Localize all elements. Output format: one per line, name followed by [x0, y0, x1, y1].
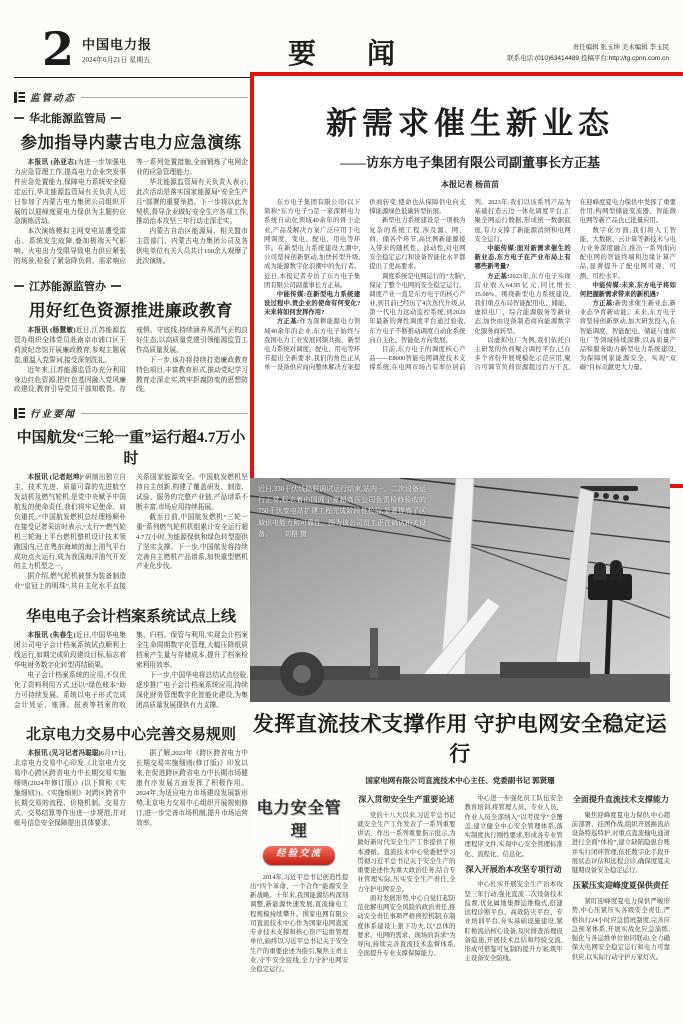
editors-line: 责任编辑 张玉坤 美术编辑 李玉民 — [572, 44, 669, 51]
editors-box — [507, 42, 669, 64]
kicker-text: 江苏能源监管办 — [29, 280, 106, 293]
photo-caption: 近日,330千伏线路联调试运行结束,站内一、二次设备运行正常,标志着由国网宁夏超高压公司负责检修验收的750千伏变电站扩建工程完成阶段性校验,显著提高了区域供电能力和可靠性。图为该公司员工正在调试相关设备。 刘格 摄 — [258, 485, 426, 538]
section-tag-industry — [14, 406, 248, 420]
news-photo-substation — [250, 478, 670, 702]
logo-ribbon: 经验交流 — [263, 846, 335, 865]
paragraph: 下一步,该办将持续打造廉政教育特色项目,丰富教育形式,推动党纪学习教育走深走实,筑牢拒腐防变的思想防线。 — [136, 356, 248, 394]
paragraph: 截至目前,中国航发燃机“三轮一重”系列燃气轮机机组累计安全运行超4.7万小时,为能源保供和绿色转型提供了坚实支撑。下一步,中国航发将持续完善自主燃机产品谱系,加快重型燃机产业化步伐。 — [136, 513, 248, 571]
subhead: 压紧压实迎峰度夏保供责任 — [572, 881, 669, 891]
feature-article-highlighted — [250, 72, 683, 488]
article-body — [14, 749, 248, 828]
article-huadian-archive — [14, 605, 248, 710]
paragraph: 本次演练模拟主网变电站遭受雷击、系统发生故障,叠加极端天气影响、火电出力受限导致电力供应紧张的场景,检验了紧急降负荷、需求响应等一系列处置措施,全面锻炼了电网企业的应急管理能力。 — [14, 159, 248, 266]
paragraph: 华北能源监管局有关负责人表示,此次活动是落实国家能源局“安全生产月”部署的重要举措。下一步将以此为契机,督导企业做好安全生产各项工作,推动治本攻坚三年行动走深走实。 — [136, 178, 248, 226]
interview-answer: 方正基:作为深耕能源电力领域40余年的企业,东方电子始终与我国电力工业发展同频共振。新型电力系统对调度、配电、用电等环节提出全新要求,我们的角色正从单一设备供应商向整体解决方案提供商转变,使命也从保障供电向支撑能源绿色低碳转型拓展。 — [264, 199, 466, 372]
left-column — [14, 88, 248, 1020]
paragraph: 聚焦迎峰度夏电力保供,中心超前部署、挂图作战,组织开展换流站设备特巡特护,对重点直流输电通道进行全面“体检”,建立缺陷隐患台账并实行闭环管理,依托数字化手段开展状态评估和远程会诊,确保度夏关键期设备安全稳定运行。 — [571, 811, 670, 875]
paragraph: 下一步,中国华电将总结试点经验,逐步推广电子会计档案系统应用,持续深化财务管理数字化智能化建设,为集团高质量发展提供有力支撑。 — [136, 671, 248, 709]
article-beijing-trading — [14, 723, 248, 828]
feature-headline: 新需求催生新业态 — [326, 106, 614, 141]
kicker-dash — [14, 117, 24, 119]
article-emergency-drill — [14, 110, 248, 267]
kicker-dash — [111, 285, 121, 287]
paragraph: 东方电子集团有限公司(以下简称“东方电子”)是一家深耕电力系统自动化领域40余年的骨干企业,产品及解决方案广泛应用于电网调度、变电、配电、用电等环节。在新型电力系统建设大潮中,公司坚持创新驱动,加快转型升级,成为能源数字化浪潮中的先行者。近日,本报记者专访了东方电子集团有限公司副董事长方正基。 — [264, 199, 361, 289]
article-headline: 中国航发“三轮一重”运行超4.7万小时 — [16, 430, 246, 468]
interview-question: 中能传媒:面对新需求催生的新业态,东方电子在产业布局上有哪些新考量? — [474, 244, 571, 271]
paragraph: 本报讯 (杨慧敏)近日,江苏能源监管办组织全体党员赴南京市浦口区王荷波纪念馆开展廉政教育,参观主题展览,重温入党誓词,接受深刻洗礼。 — [14, 326, 126, 364]
date-line: 2024年6月21日 星期五 — [82, 56, 151, 64]
article-body — [14, 326, 248, 395]
paragraph: 内蒙古自治区能源局、相关盟市主管部门、内蒙古电力集团公司及各供电单位有关人员共计160余人观摩了此次演练。 — [136, 228, 248, 266]
subhead: 深入贯彻安全生产重要论述 — [358, 795, 455, 804]
section-tag-rule — [81, 413, 248, 414]
logo-title: 电力安全管理 — [254, 796, 344, 845]
paragraph: 目前,东方电子的调度核心产品——E8000智能电网调度技术支撑系统,在电网市场占有率位居前列。2023年,我们以该系列产品为基础打造云边一体化调度平台,汇聚全网运行数据,形成统一数据底座,有力支撑了新能源消纳和电网安全运行。 — [369, 199, 571, 372]
bottom-headline: 发挥直流技术支撑作用 守护电网安全稳定运行 — [252, 712, 668, 766]
paragraph: 近年来,江苏能源监管办充分利用身边红色资源,把红色基因融入党风廉政建设,教育引导党员干部知敬畏、存戒惧、守底线,持续涵养风清气正的良好生态,以高质量党建引领能源监管工作高质量发展。 — [14, 326, 248, 394]
article-kicker — [14, 278, 248, 294]
bottom-byline: 国家电网有限公司直流技术中心主任、党委副书记 郭贤珊 — [365, 776, 555, 785]
feature-body — [264, 198, 676, 480]
paragraph: 中心进一步强化员工队伍安全教育培训,将管理人员、专业人员、作业人员全部纳入“以考促学”全覆盖,建立健全中心安全管理体系,落实制度执行刚性要求,形成各专业管理程序文件,实现中心安全管理标准化、流程化、信息化。 — [464, 795, 563, 858]
kicker-text: 华北能源监管局 — [29, 113, 106, 125]
interview-question: 中能传媒:在新型电力系统建设过程中,贵企业的使命有何变化?未来将如何发挥作用? — [264, 290, 361, 317]
article-body — [14, 473, 248, 592]
feature-subtitle: ——访东方电子集团有限公司副董事长方正基 — [339, 155, 600, 170]
paragraph: 2014年,习近平总书记创造性提出“四个革命、一个合作”能源安全新战略。十年来,我国能源结构深刻调整,新能源快速发展,直流输电工程规模持续攀升。国家电网有限公司直流技术中心作为国家电网直流专业技术支撑和核心资产运维管理单位,始终以习近平总书记关于安全生产的重要论述为指引,聚焦主责主业,守牢安全底线,全力守护电网安全稳定运行。 — [250, 873, 349, 974]
article-headline: 北京电力交易中心完善交易规则 — [25, 727, 236, 744]
subhead: 全面提升直流技术支撑能力 — [572, 795, 669, 804]
contact-line: 联系电话:(010)63414489 投稿平台:http://tg.cpnn.com.cn — [507, 55, 669, 63]
article-headline: 参加指导内蒙古电力应急演练 — [20, 133, 242, 152]
bottom-body — [250, 794, 670, 1024]
article-headline: 用好红色资源推进廉政教育 — [29, 300, 233, 320]
paragraph: 紧盯迎峰度夏电力保供严峻形势,中心压紧压实各级安全责任,严格执行24小时应急值班制度,完善应急预案体系,开展实战化应急演练,强化与各运维单位协同联动,全力确保大电网安全稳定运行和电力可靠供应,以实际行动守护万家灯火。 — [571, 898, 670, 961]
section-tag-label: 监管动态 — [30, 94, 77, 104]
paragraph: 本报讯 (见习记者冯聪聪)6月17日,北京电力交易中心印发《北京电力交易中心跨区跨省电力中长期交易实施细则(2024年修订版)》(以下简称《实施细则》)。《实施细则》对跨区跨省中长期交易的流程、价格机制、交易方式、交易结算等作出进一步规范,并对账号信息安全保障提出具体要求。 — [14, 750, 127, 827]
section-tag-regulation — [14, 90, 248, 104]
paragraph: 党的十八大以来,习近平总书记就安全生产工作发表了一系列重要讲话、作出一系列重要指示批示,为做好新时代安全生产工作提供了根本遵循。直流技术中心党委把学习贯彻习近平总书记关于安全生产的重要论述作为重大政治任务,结合专业管理实际,压实安全生产责任,全力守护电网安全。 — [357, 811, 456, 893]
paragraph: 数字化方面,我们将人工智能、大数据、云计算等新技术与电力业务深度融合,推出一系列面向配电网的智能终端和边缘计算产品,显著提升了配电网可观、可测、可控水平。 — [579, 226, 676, 280]
section-tag-label: 行业要闻 — [30, 410, 77, 421]
paragraph: 调度系统是电网运行的“大脑”,保证了整个电网的安全稳定运行。调度产业一直是东方电子的核心产业,到目前已经历了4次迭代升级,从第一代电力远动监控系统,到2020年最新的弹性调度平台通过验收,东方电子不断推动调度自动化系统向自主化、智能化方向发展。 — [369, 272, 466, 344]
masthead — [14, 22, 669, 76]
article-kicker — [14, 110, 248, 126]
section-title: 要 闻 — [287, 39, 417, 70]
paragraph: 据了解,2023年《跨区跨省电力中长期交易实施细则(修订版)》印发以来,在促进跨区跨省电力中长期市场健康有序发展方面发挥了积极作用。2024年,为适应电力市场建设发展新形势,北京电力交易中心组织开展规则修订,进一步完善市场机制,提升市场运营效率。 — [136, 750, 248, 827]
page-number: 2 — [42, 22, 75, 76]
article-red-education — [14, 278, 248, 395]
paragraph: 电子会计档案系统的应用,不仅优化了资料利用方式,还以“绿色账本”助力可持续发展。系统以电子形式完成会计凭证、账簿、报表等档案的收集、归档、保管与利用,实现会计档案全生命周期数字化管理,大幅压降纸质档案产生量与存储成本,提升了档案检索利用效率。 — [14, 632, 248, 709]
paper-name: 中国电力报 — [82, 37, 153, 52]
article-body — [14, 631, 248, 710]
photo-credit: 刘格 摄 — [284, 529, 307, 538]
interview-question: 中能传媒:未来,东方电子将如何把握新需求带来的新机遇? — [579, 281, 676, 298]
subhead: 深入开展治本攻坚专项行动 — [465, 864, 562, 874]
interview-answer: 方正基:2023年,东方电子实现营业收入64.95亿元,同比增长15.08%。围绕新型电力系统建设,我们重点布局智能配用电、储能、虚拟电厂、综合能源服务等新业态,加快由设备制造商向能源数字化服务商转型。 — [474, 272, 571, 335]
kicker-dash — [111, 117, 121, 119]
kicker-dash — [14, 285, 24, 287]
paragraph: 据介绍,燃气轮机被誉为装备制造业“皇冠上的明珠”,其自主化水平直接关系国家能源安全。中国航发燃机坚持自主创新,构建了覆盖研发、制造、试验、服务的完整产业链,产品谱系不断丰富,市场应用持续拓展。 — [14, 474, 248, 591]
paragraph: 本报讯 (孙亚志)为进一步加强电力应急管理工作,提高电力企业突发事件应急处置能力,保障电力系统安全稳定运行,华北能源监管局有关负责人近日参加了内蒙古电力集团公司组织开展的以迎峰度夏电力保供为主题的应急演练活动。 — [14, 159, 126, 226]
paragraph: 面对发展形势,中心自觉扛起防范化解电网安全风险的政治责任,推动安全责任事项严格预控机制,在制度体系建设上狠下功夫,以“总体的要求、电网的需求、现场的诉求”为导向,持续完善直流技术监督体系,全面提升专业支撑保障能力。 — [357, 894, 456, 958]
article-body — [14, 158, 248, 267]
feature-byline: 本报记者 杨苗苗 — [441, 180, 499, 189]
article-gas-turbine — [14, 426, 248, 592]
column-bars-icon — [14, 92, 25, 103]
article-headline: 华电电子会计档案系统试点上线 — [25, 609, 236, 626]
safety-management-logo — [254, 796, 344, 865]
column-bars-icon — [14, 408, 25, 419]
paragraph: 以虚拟电厂为例,我们依托自主研发的负荷聚合调控平台,已在多个省份开展规模化示范应用,聚合可调节负荷资源超过百万千瓦,在迎峰度夏电力保供中发挥了重要作用;构网型储能变流器、智能微电网等新产品也已批量应用。 — [474, 199, 676, 372]
bottom-article — [250, 708, 670, 1024]
paragraph: 本报讯 (朱春生)近日,中国华电集团公司电子会计档案系统试点顺利上线运行,如期完成阶段建设目标,标志着华电财务数字化转型再结硕果。 — [14, 632, 126, 669]
section-tag-rule — [81, 97, 248, 98]
paragraph: 本报讯 (记者赵坤)“研制出独立自主、技术先进、质量可靠的先进航空发动机及燃气轮机,是党中央赋予中国航发的使命责任,我们将牢记使命、肩负重托。”中国航发燃机总经理杨顺朴在接受记者采访时表示,“太行7”燃气轮机三轮海上平台燃机整机设计技术领跑国内,已在粤东海域的海上油气平台成功点火运行,成为我国海洋油气开发的主力机型之一。 — [14, 474, 126, 571]
paragraph: 新型电力系统建设是一项极为复杂的系统工程,涉及源、网、荷、储各个环节,高比例新能源接入带来的随机性、波动性,对电网安全稳定运行和设备智能化水平都提出了更高要求。 — [369, 217, 466, 271]
interview-answer: 方正基:新需求催生新业态,新业态孕育新动能。未来,东方电子将坚持创新驱动,加大研发投入,在智能调度、智能配电、储能与虚拟电厂等领域持续深耕,以高质量产品和服务助力新型电力系统建设,为保障国家能源安全、实现“双碳”目标贡献更大力量。 — [579, 300, 676, 372]
paragraph: 中心扎实开展安全生产治本攻坚三年行动,强化直流二次设备技术监督,优化属地集群运维模式,搭建远程诊断平台、高效防灾平台、专业培训平台,夯实基础设施建设,紧盯换流站核心设备,及时排查治理设备隐患,开展技术总结和经验交流,形成可借鉴可复制的提升方案,筑牢主设备安全防线。 — [464, 881, 563, 963]
